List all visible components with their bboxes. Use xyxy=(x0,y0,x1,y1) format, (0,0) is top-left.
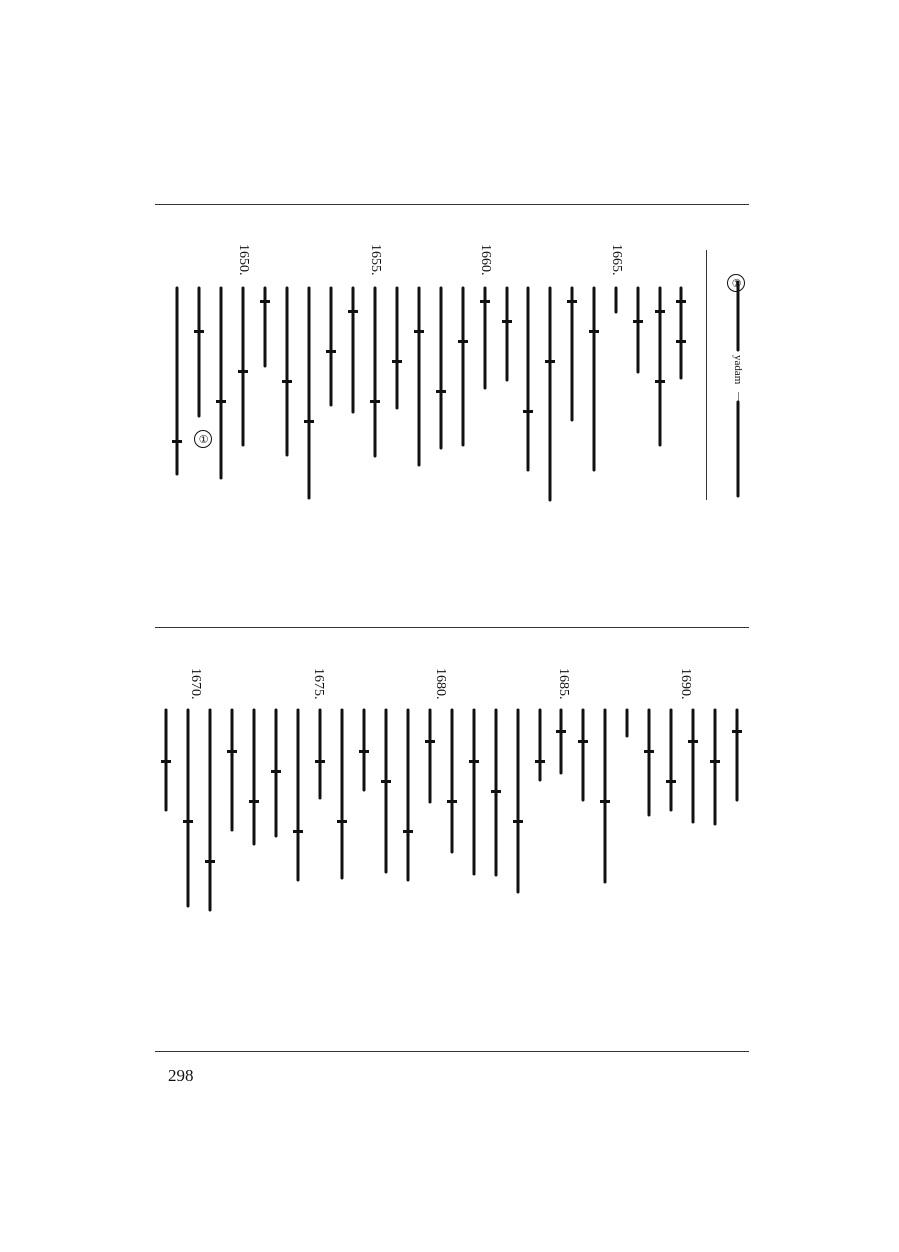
line-number-1690: 1690. xyxy=(678,668,693,700)
line-number-1675: 1675. xyxy=(311,668,326,700)
line-number-1650: 1650. xyxy=(236,244,251,276)
line-number-1680: 1680. xyxy=(433,668,448,700)
inline-footnote-marker: ① xyxy=(194,430,212,448)
page-number: 298 xyxy=(168,1066,194,1085)
line-number-1660: 1660. xyxy=(478,244,493,276)
footnote-latin-word: yadam xyxy=(732,355,744,385)
footnote-dash: — xyxy=(733,392,745,403)
line-number-1665: 1665. xyxy=(609,244,624,276)
line-number-1655: 1655. xyxy=(368,244,383,276)
footnote-marker: ① xyxy=(727,274,745,292)
line-number-1670: 1670. xyxy=(188,668,203,700)
line-number-1685: 1685. xyxy=(556,668,571,700)
